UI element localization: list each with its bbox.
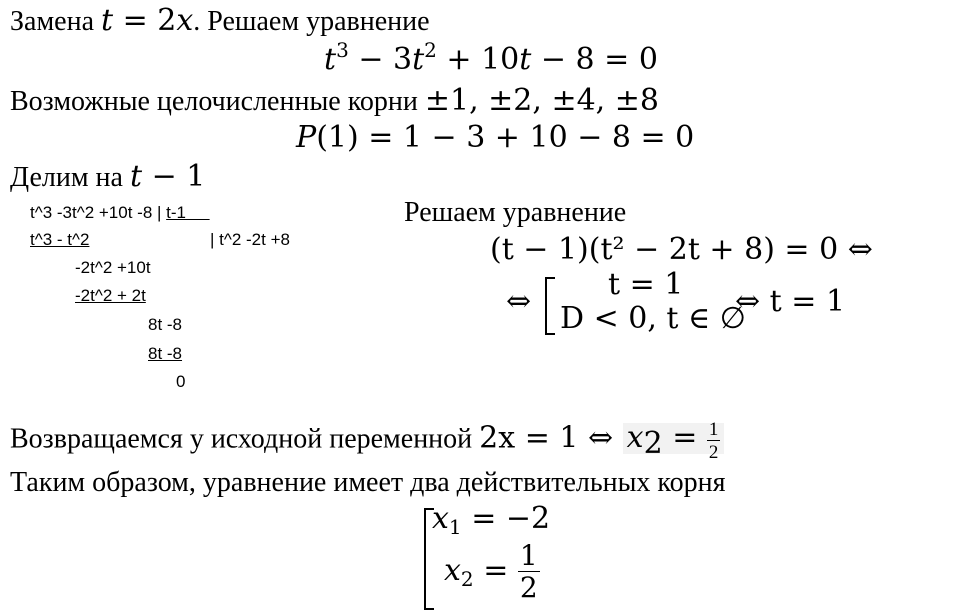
cubic-mid1: − 3 <box>348 42 413 77</box>
answer-x2-sub: 2 <box>460 567 474 591</box>
solve-heading: Решаем уравнение <box>404 197 627 228</box>
system-lead-arrow: ⇔ <box>506 284 532 319</box>
var-t: t <box>101 3 114 38</box>
cubic-mid2: + 10 <box>436 42 520 77</box>
divide-tail: − 1 <box>142 159 206 194</box>
answer-x1-var: x <box>432 501 449 536</box>
division-quotient-value: t^2 -2t +8 <box>219 230 290 249</box>
cubic-exp2: 2 <box>424 38 437 62</box>
divide-t: t <box>129 159 143 194</box>
integer-roots-line <box>10 84 659 119</box>
answer-den: 2 <box>519 571 538 604</box>
division-row-4: -2t^2 + 2t <box>75 286 146 305</box>
cubic-t1: t <box>324 42 337 77</box>
return-eq: 2x = 1 ⇔ <box>479 420 623 456</box>
case-1: t = 1 <box>608 267 684 302</box>
substitution-text-tail: . Решаем уравнение <box>193 6 430 37</box>
answer-num: 1 <box>519 539 538 572</box>
answer-x2-eq: = <box>473 553 518 588</box>
answer-x1 <box>432 501 551 539</box>
return-eq2: = <box>662 420 707 456</box>
return-text: Возвращаемся у исходной переменной <box>10 423 480 455</box>
p1-check <box>296 121 694 155</box>
integer-roots-values: ±1, ±2, ±4, ±8 <box>424 83 659 118</box>
return-line <box>10 420 724 462</box>
substitution-line <box>10 4 430 39</box>
answer-x2-var: x <box>444 553 461 588</box>
return-num: 1 <box>708 419 719 440</box>
answer-fraction <box>518 539 540 604</box>
factored-equation: (t − 1)(t² − 2t + 8) = 0 ⇔ <box>490 232 873 267</box>
division-row-3: -2t^2 +10t <box>75 258 151 277</box>
integer-roots-text: Возможные целочисленные корни <box>10 86 425 117</box>
cubic-t3: t <box>519 42 532 77</box>
division-dividend: t^3 -3t^2 +10t -8 <box>30 203 157 222</box>
cubic-t2: t <box>412 42 425 77</box>
solve-result: ⇔ t = 1 <box>735 284 846 319</box>
answer-x1-val: = −2 <box>461 501 551 536</box>
answer-x2 <box>444 539 540 604</box>
return-fraction <box>707 420 721 462</box>
division-remainder: 0 <box>176 372 186 391</box>
division-row-1: t^3 -3t^2 +10t -8 | t-1 <box>30 203 186 222</box>
cubic-tail: − 8 = 0 <box>531 42 658 77</box>
var-x: x <box>176 3 194 38</box>
division-row-6: 8t -8 <box>148 344 183 363</box>
divide-line <box>10 160 205 195</box>
substitution-text: Замена <box>10 6 102 37</box>
return-x: x <box>626 420 644 456</box>
return-den: 2 <box>708 442 719 463</box>
answer-x1-sub: 1 <box>448 515 462 539</box>
cubic-exp3: 3 <box>336 38 349 62</box>
return-sub: 2 <box>643 426 663 462</box>
division-row-5: 8t -8 <box>148 315 183 334</box>
division-row-2: t^3 - t^2 <box>30 230 90 249</box>
conclusion-text: Таким образом, уравнение имеет два действительных корня <box>10 467 726 498</box>
p1-body: (1) = 1 − 3 + 10 − 8 = 0 <box>316 120 695 155</box>
case-2: D < 0, t ∈ ∅ <box>560 301 746 336</box>
cubic-equation <box>324 38 658 77</box>
case-bracket <box>545 277 555 335</box>
division-divisor: t-1 <box>166 203 186 222</box>
substitution-eq: = 2 <box>113 3 177 38</box>
division-quotient: | t^2 -2t +8 <box>210 230 290 249</box>
divide-text: Делим на <box>10 162 130 193</box>
p-symbol: P <box>296 120 317 155</box>
